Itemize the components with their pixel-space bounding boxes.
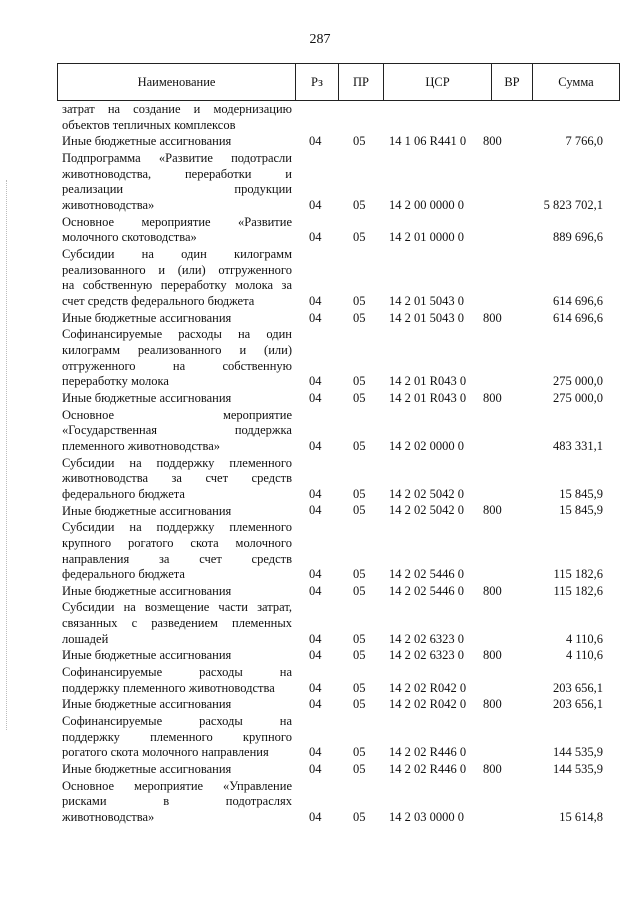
row-name-line: Субсидии на поддержку племенного — [62, 455, 292, 470]
table-row — [62, 408, 620, 455]
row-name — [62, 584, 292, 600]
row-sum: 4 110,6 — [565, 648, 603, 663]
table-row — [62, 665, 620, 696]
row-name-line: Иные бюджетные ассигнования — [62, 697, 232, 712]
row-rz: 04 — [309, 503, 322, 518]
row-csr: 14 2 02 6323 0 — [389, 631, 464, 646]
row-name — [62, 151, 292, 214]
row-pr: 05 — [353, 293, 366, 308]
row-name — [62, 714, 292, 761]
row-rz: 04 — [309, 583, 322, 598]
row-name-line: Основное мероприятие — [62, 407, 292, 422]
row-sum: 5 823 702,1 — [543, 197, 603, 212]
row-name-line: связанных с разведением племенных — [62, 616, 292, 631]
row-name-line: животноводства, переработки и — [62, 166, 292, 181]
row-csr: 14 2 01 5043 0 — [389, 293, 464, 308]
row-name — [62, 504, 292, 520]
row-name — [62, 247, 292, 310]
row-rz: 04 — [309, 761, 322, 776]
row-sum: 275 000,0 — [553, 390, 603, 405]
table-row — [62, 102, 620, 133]
row-name — [62, 327, 292, 390]
row-name — [62, 762, 292, 778]
row-name-line: затрат на создание и модернизацию — [62, 102, 292, 116]
row-name-line: Субсидии на один килограмм — [62, 246, 292, 261]
row-rz: 04 — [309, 648, 322, 663]
table-row — [62, 215, 620, 246]
row-rz: 04 — [309, 567, 322, 582]
row-rz: 04 — [309, 310, 322, 325]
row-sum: 4 110,6 — [565, 631, 603, 646]
table-row — [62, 762, 620, 778]
row-name-line: лошадей — [62, 631, 109, 646]
row-name-line: Основное мероприятие «Развитие — [62, 214, 292, 229]
row-name — [62, 215, 292, 246]
row-csr: 14 1 06 R441 0 — [389, 134, 467, 149]
row-csr: 14 2 02 R042 0 — [389, 680, 467, 695]
row-sum: 614 696,6 — [553, 293, 603, 308]
table-row — [62, 714, 620, 761]
row-rz: 04 — [309, 374, 322, 389]
header-csr: ЦСР — [384, 64, 492, 100]
row-sum: 15 614,8 — [559, 809, 603, 824]
row-pr: 05 — [353, 503, 366, 518]
row-name-line: Софинансируемые расходы на — [62, 713, 292, 728]
row-name — [62, 600, 292, 647]
row-name — [62, 311, 292, 327]
row-name-line: рогатого скота молочного направления — [62, 745, 269, 760]
row-name-line: Софинансируемые расходы на — [62, 665, 292, 679]
row-name — [62, 391, 292, 407]
row-name — [62, 665, 292, 696]
row-pr: 05 — [353, 680, 366, 695]
row-name-line: Иные бюджетные ассигнования — [62, 310, 232, 325]
row-name — [62, 648, 292, 664]
row-rz: 04 — [309, 293, 322, 308]
row-csr: 14 2 00 0000 0 — [389, 197, 464, 212]
row-name-line: направления за счет средств — [62, 551, 292, 566]
table-row — [62, 779, 620, 826]
row-name — [62, 102, 292, 133]
row-name-line: «Государственная поддержка — [62, 423, 292, 438]
row-name-line: Иные бюджетные ассигнования — [62, 583, 232, 598]
row-csr: 14 2 02 R042 0 — [389, 697, 467, 712]
row-name-line: Субсидии на возмещение части затрат, — [62, 600, 292, 615]
header-rz: Рз — [296, 64, 339, 100]
row-name — [62, 520, 292, 583]
row-pr: 05 — [353, 197, 366, 212]
page-number: 287 — [309, 32, 331, 47]
row-name-line: Основное мероприятие «Управление — [62, 778, 292, 793]
row-sum: 115 182,6 — [553, 567, 603, 582]
row-csr: 14 2 01 R043 0 — [389, 374, 467, 389]
row-csr: 14 2 02 R446 0 — [389, 745, 467, 760]
header-sum: Сумма — [558, 74, 594, 89]
row-csr: 14 2 02 5042 0 — [389, 503, 464, 518]
row-sum: 275 000,0 — [553, 374, 603, 389]
table-row — [62, 520, 620, 583]
row-pr: 05 — [353, 374, 366, 389]
row-pr: 05 — [353, 230, 366, 245]
row-name-line: Субсидии на поддержку племенного — [62, 520, 292, 535]
header-pr: ПР — [339, 64, 384, 100]
row-name-line: поддержку племенного крупного — [62, 729, 292, 744]
row-rz: 04 — [309, 486, 322, 501]
row-pr: 05 — [353, 134, 366, 149]
row-name-line: крупного рогатого скота молочного — [62, 535, 292, 550]
row-name-line: реализованного и (или) отгруженного — [62, 262, 292, 277]
row-name-line: федерального бюджета — [62, 567, 185, 582]
row-csr: 14 2 02 5446 0 — [389, 567, 464, 582]
table-row — [62, 134, 620, 150]
row-sum: 614 696,6 — [553, 310, 603, 325]
row-sum: 144 535,9 — [553, 745, 603, 760]
row-name-line: отгруженного на собственную — [62, 358, 292, 373]
row-name-line: рисками в подотраслях — [62, 794, 292, 809]
row-name-line: счет средств федерального бюджета — [62, 294, 255, 308]
row-pr: 05 — [353, 697, 366, 712]
row-sum: 15 845,9 — [559, 503, 603, 518]
row-csr: 14 2 01 0000 0 — [389, 230, 464, 245]
row-pr: 05 — [353, 567, 366, 582]
row-name-line: Иные бюджетные ассигнования — [62, 390, 232, 405]
table-header — [57, 63, 620, 101]
row-name-line: племенного животноводства» — [62, 438, 220, 453]
row-csr: 14 2 01 5043 0 — [389, 310, 464, 325]
table-row — [62, 600, 620, 647]
row-csr: 14 2 02 R446 0 — [389, 761, 467, 776]
table-row — [62, 327, 620, 390]
row-name-line: животноводства» — [62, 809, 155, 824]
row-rz: 04 — [309, 697, 322, 712]
table-row — [62, 504, 620, 520]
row-vr: 800 — [483, 310, 502, 325]
row-sum: 203 656,1 — [553, 680, 603, 695]
row-vr: 800 — [483, 390, 502, 405]
table-row — [62, 151, 620, 214]
row-csr: 14 2 02 6323 0 — [389, 648, 464, 663]
row-pr: 05 — [353, 809, 366, 824]
row-name-line: Иные бюджетные ассигнования — [62, 761, 232, 776]
row-sum: 483 331,1 — [553, 438, 603, 453]
table-row — [62, 697, 620, 713]
row-name — [62, 779, 292, 826]
row-rz: 04 — [309, 438, 322, 453]
row-name-line: Подпрограмма «Развитие подотрасли — [62, 150, 292, 165]
row-name-line: реализации продукции — [62, 182, 292, 197]
row-name-line: поддержку племенного животноводства — [62, 680, 275, 695]
table-row — [62, 648, 620, 664]
row-pr: 05 — [353, 390, 366, 405]
row-csr: 14 2 02 0000 0 — [389, 438, 464, 453]
row-name-line: переработку молока — [62, 374, 169, 389]
row-sum: 144 535,9 — [553, 761, 603, 776]
row-name-line: федерального бюджета — [62, 486, 185, 501]
table-row — [62, 584, 620, 600]
row-rz: 04 — [309, 197, 322, 212]
row-vr: 800 — [483, 697, 502, 712]
row-sum: 889 696,6 — [553, 230, 603, 245]
row-rz: 04 — [309, 809, 322, 824]
row-pr: 05 — [353, 486, 366, 501]
row-pr: 05 — [353, 745, 366, 760]
row-pr: 05 — [353, 631, 366, 646]
row-name-line: Иные бюджетные ассигнования — [62, 134, 232, 149]
row-vr: 800 — [483, 761, 502, 776]
row-vr: 800 — [483, 583, 502, 598]
row-name — [62, 408, 292, 455]
row-rz: 04 — [309, 230, 322, 245]
header-name: Наименование — [58, 64, 296, 100]
row-sum: 115 182,6 — [553, 583, 603, 598]
row-name-line: Иные бюджетные ассигнования — [62, 648, 232, 663]
row-sum: 7 766,0 — [565, 134, 603, 149]
row-pr: 05 — [353, 310, 366, 325]
row-name-line: на собственную переработку молока за — [62, 278, 292, 293]
row-name-line: Софинансируемые расходы на один — [62, 327, 292, 342]
row-name-line: животноводства за счет средств — [62, 471, 292, 486]
header-vr: ВР — [492, 64, 533, 100]
row-name — [62, 697, 292, 713]
table-row — [62, 456, 620, 503]
row-name-line: молочного скотоводства» — [62, 230, 197, 245]
row-name-line: Иные бюджетные ассигнования — [62, 503, 232, 518]
table-row — [62, 247, 620, 310]
row-vr: 800 — [483, 648, 502, 663]
row-csr: 14 2 01 R043 0 — [389, 390, 467, 405]
row-csr: 14 2 03 0000 0 — [389, 809, 464, 824]
row-csr: 14 2 02 5042 0 — [389, 486, 464, 501]
row-name — [62, 134, 292, 150]
row-name-line: животноводства» — [62, 198, 155, 212]
row-pr: 05 — [353, 761, 366, 776]
row-name — [62, 456, 292, 503]
row-csr: 14 2 02 5446 0 — [389, 583, 464, 598]
row-rz: 04 — [309, 134, 322, 149]
row-rz: 04 — [309, 680, 322, 695]
row-rz: 04 — [309, 631, 322, 646]
table-row — [62, 391, 620, 407]
row-vr: 800 — [483, 503, 502, 518]
row-pr: 05 — [353, 648, 366, 663]
row-rz: 04 — [309, 390, 322, 405]
row-pr: 05 — [353, 583, 366, 598]
margin-marks — [6, 180, 9, 730]
table-row — [62, 311, 620, 327]
row-name-line: килограмм реализованного и (или) — [62, 342, 292, 357]
row-sum: 15 845,9 — [559, 486, 603, 501]
row-name-line: объектов тепличных комплексов — [62, 117, 236, 132]
row-rz: 04 — [309, 745, 322, 760]
row-sum: 203 656,1 — [553, 697, 603, 712]
row-pr: 05 — [353, 438, 366, 453]
row-vr: 800 — [483, 134, 502, 149]
